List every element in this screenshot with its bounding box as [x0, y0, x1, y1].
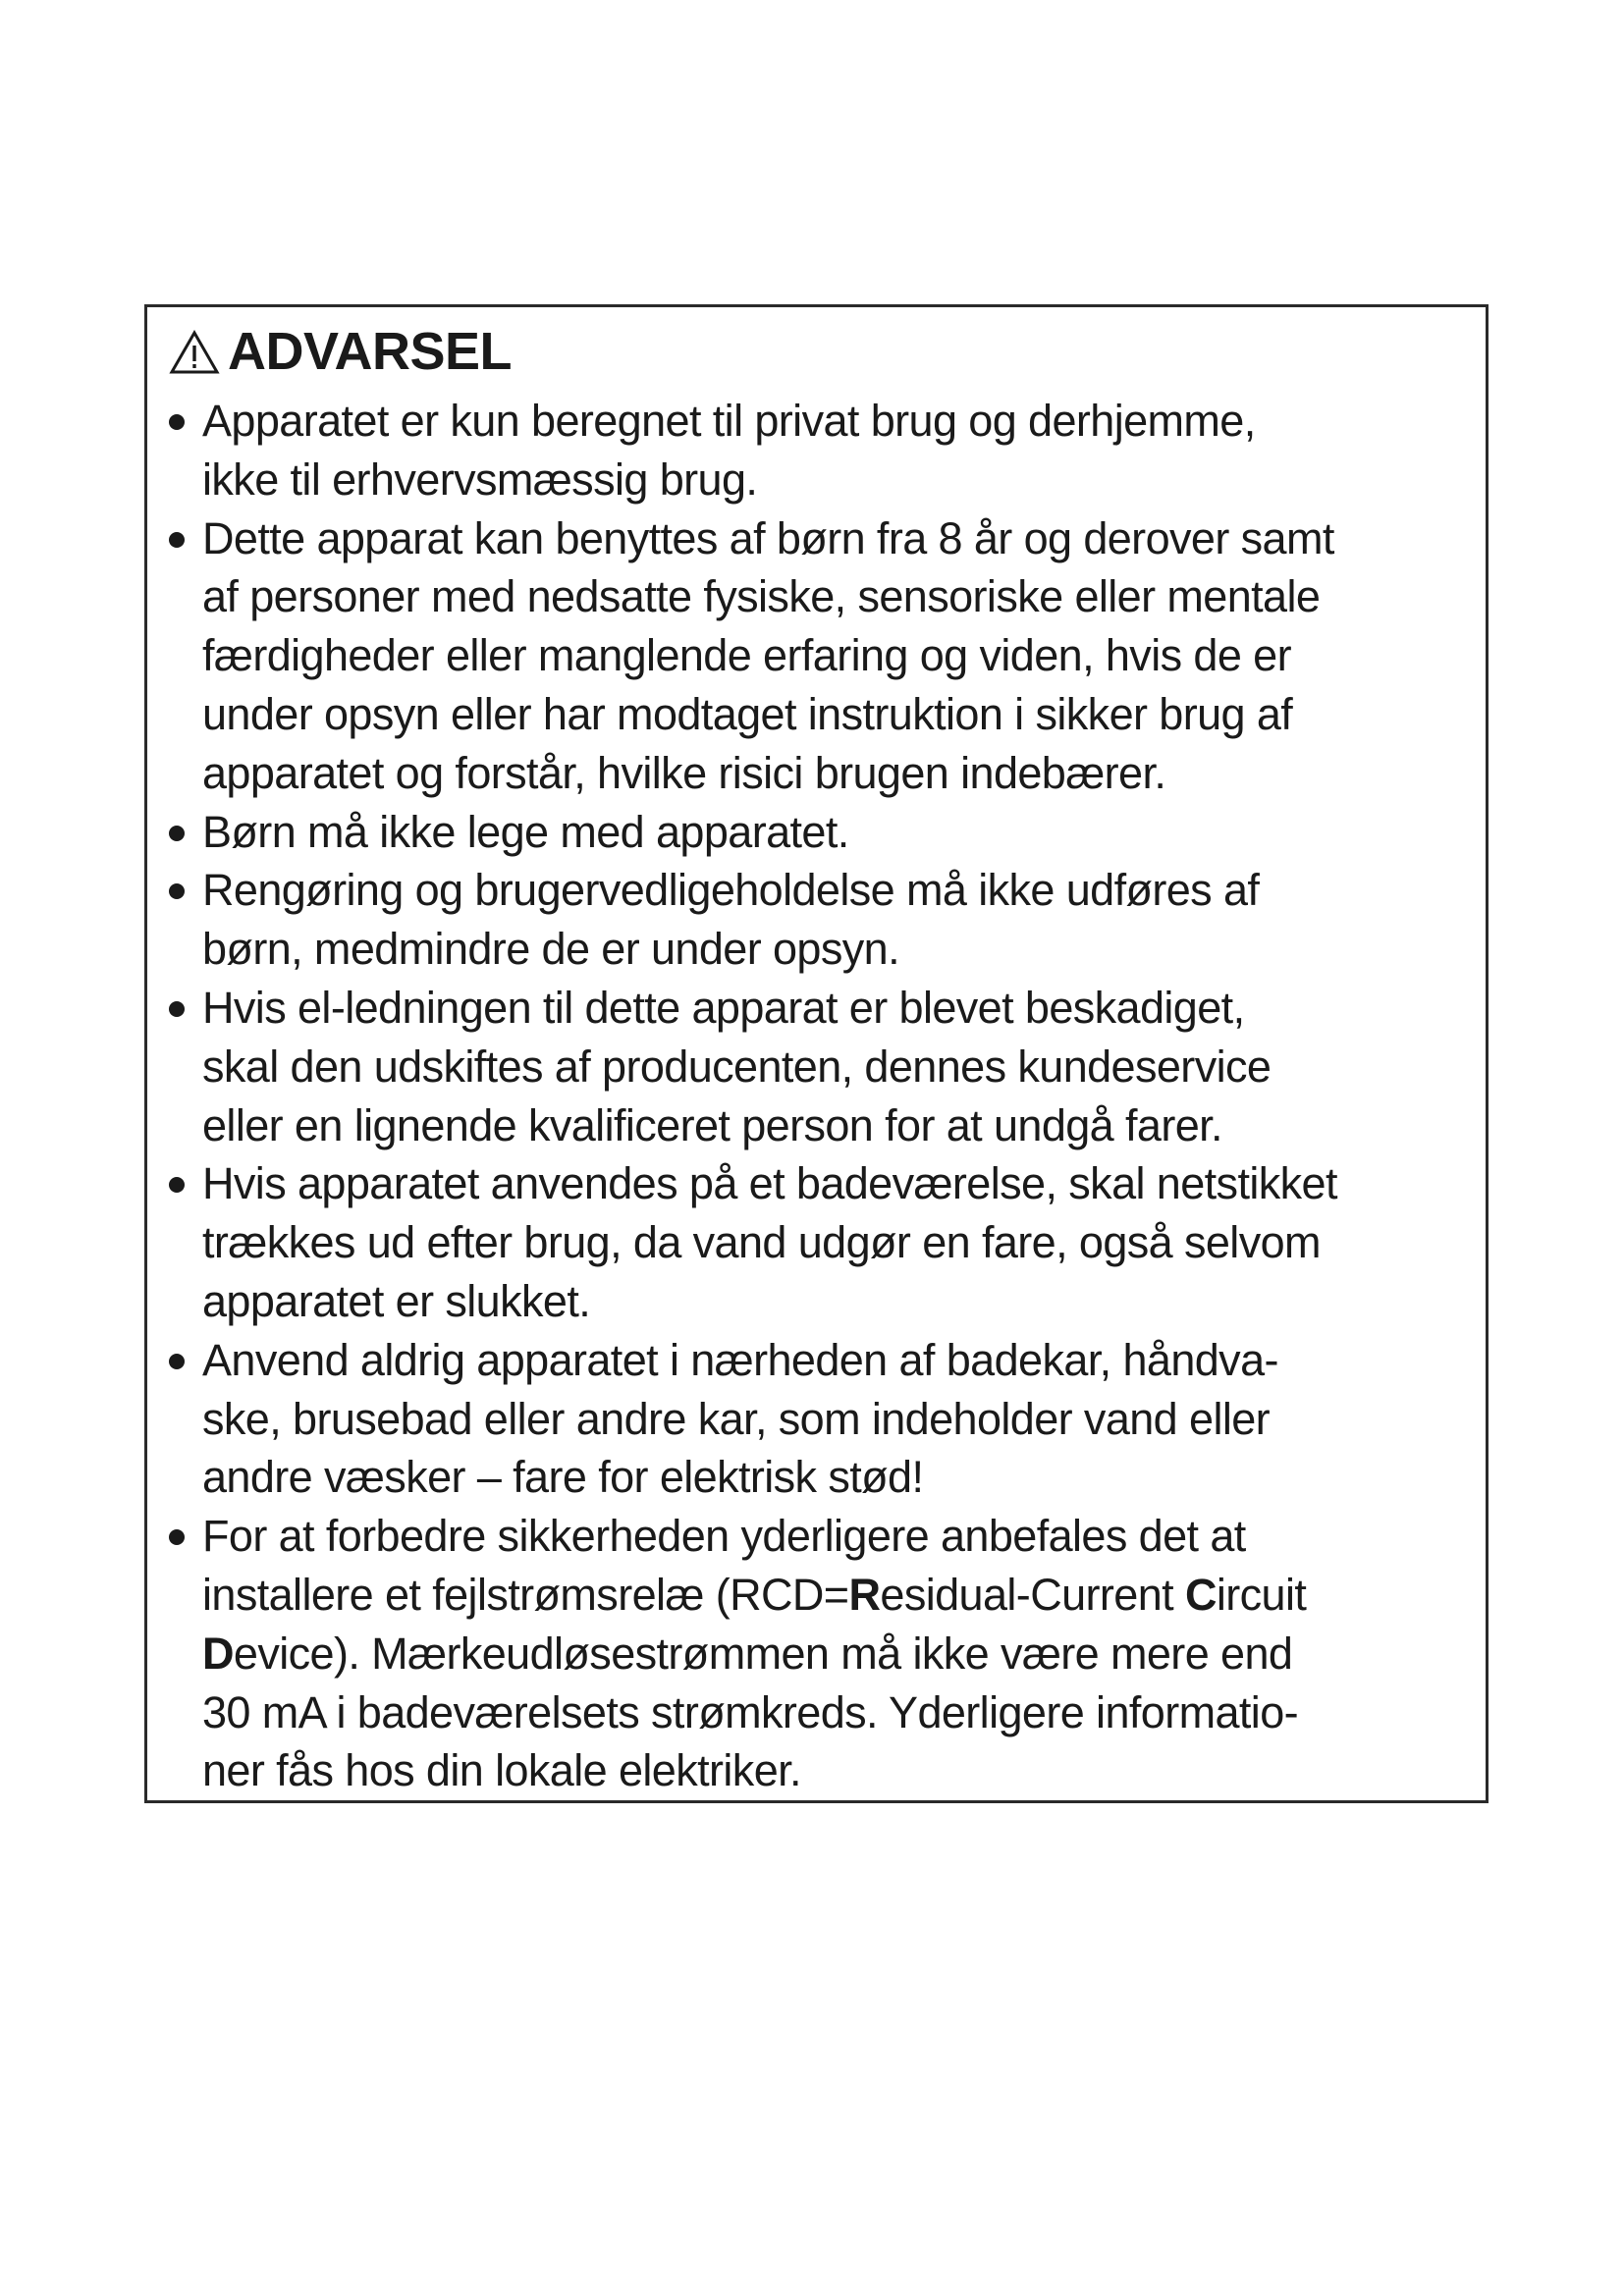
- warning-item: [169, 803, 1464, 862]
- warning-triangle-icon: [169, 330, 220, 375]
- warning-item: [169, 861, 1464, 979]
- bullet-icon: [169, 1177, 185, 1193]
- warning-box: [144, 304, 1489, 1803]
- item-line: andre væsker – fare for elektrisk stød!: [202, 1452, 924, 1503]
- bullet-icon: [169, 532, 185, 548]
- rcd-text: ircuit: [1216, 1569, 1307, 1620]
- item-line: Hvis apparatet anvendes på et badeværelse, skal netstikket: [202, 1158, 1337, 1209]
- warning-heading: [169, 317, 1464, 386]
- warning-item: [169, 509, 1464, 803]
- item-line: apparatet er slukket.: [202, 1275, 591, 1326]
- warning-item: [169, 1331, 1464, 1507]
- item-line: eller en lignende kvalificeret person for at undgå farer.: [202, 1099, 1222, 1150]
- item-line: [202, 1625, 1464, 1683]
- warning-list: [169, 392, 1464, 1800]
- rcd-acronym-letter: C: [1184, 1569, 1217, 1620]
- bullet-icon: [169, 1529, 185, 1545]
- item-line: Børn må ikke lege med apparatet.: [202, 806, 849, 857]
- bullet-icon: [169, 1354, 185, 1369]
- item-line: ske, brusebad eller andre kar, som indeholder vand eller: [202, 1393, 1271, 1444]
- bullet-icon: [169, 414, 185, 430]
- item-line: under opsyn eller har modtaget instruktion i sikker brug af: [202, 688, 1293, 739]
- rcd-text: esidual-Current: [880, 1569, 1185, 1620]
- bullet-icon: [169, 826, 185, 841]
- rcd-acronym-letter: D: [202, 1628, 234, 1679]
- warning-item-rcd: [169, 1507, 1464, 1800]
- item-line: skal den udskiftes af producenten, dennes kundeservice: [202, 1041, 1272, 1092]
- item-line: 30 mA i badeværelsets strømkreds. Yderligere informatio-: [202, 1686, 1299, 1737]
- rcd-acronym-letter: R: [848, 1569, 881, 1620]
- bullet-icon: [169, 1001, 185, 1017]
- item-line: For at forbedre sikkerheden yderligere anbefales det at: [202, 1511, 1246, 1562]
- warning-title: ADVARSEL: [228, 322, 513, 381]
- item-line: trækkes ud efter brug, da vand udgør en fare, også selvom: [202, 1217, 1321, 1268]
- item-line: færdigheder eller manglende erfaring og viden, hvis de er: [202, 630, 1291, 681]
- bullet-icon: [169, 883, 185, 899]
- item-line: børn, medmindre de er under opsyn.: [202, 924, 899, 975]
- warning-item: [169, 1154, 1464, 1330]
- item-line: Dette apparat kan benyttes af børn fra 8 år og derover samt: [202, 512, 1334, 563]
- rcd-text: installere et fejlstrømsrelæ (RCD=: [202, 1569, 849, 1620]
- rcd-text: evice). Mærkeudløsestrømmen må ikke være mere end: [233, 1628, 1293, 1679]
- warning-item: [169, 979, 1464, 1154]
- item-line: af personer med nedsatte fysiske, sensoriske eller mentale: [202, 571, 1321, 622]
- item-line: Hvis el-ledningen til dette apparat er blevet beskadiget,: [202, 982, 1245, 1033]
- warning-item: [169, 392, 1464, 509]
- item-line: Anvend aldrig apparatet i nærheden af badekar, håndva-: [202, 1334, 1278, 1385]
- item-line: apparatet og forstår, hvilke risici brugen indebærer.: [202, 747, 1166, 798]
- item-line: ner fås hos din lokale elektriker.: [202, 1745, 801, 1796]
- item-line: ikke til erhvervsmæssig brug.: [202, 454, 758, 505]
- item-line: Rengøring og brugervedligeholdelse må ikke udføres af: [202, 865, 1260, 916]
- item-line: [202, 1566, 1464, 1625]
- item-line: Apparatet er kun beregnet til privat brug og derhjemme,: [202, 396, 1256, 446]
